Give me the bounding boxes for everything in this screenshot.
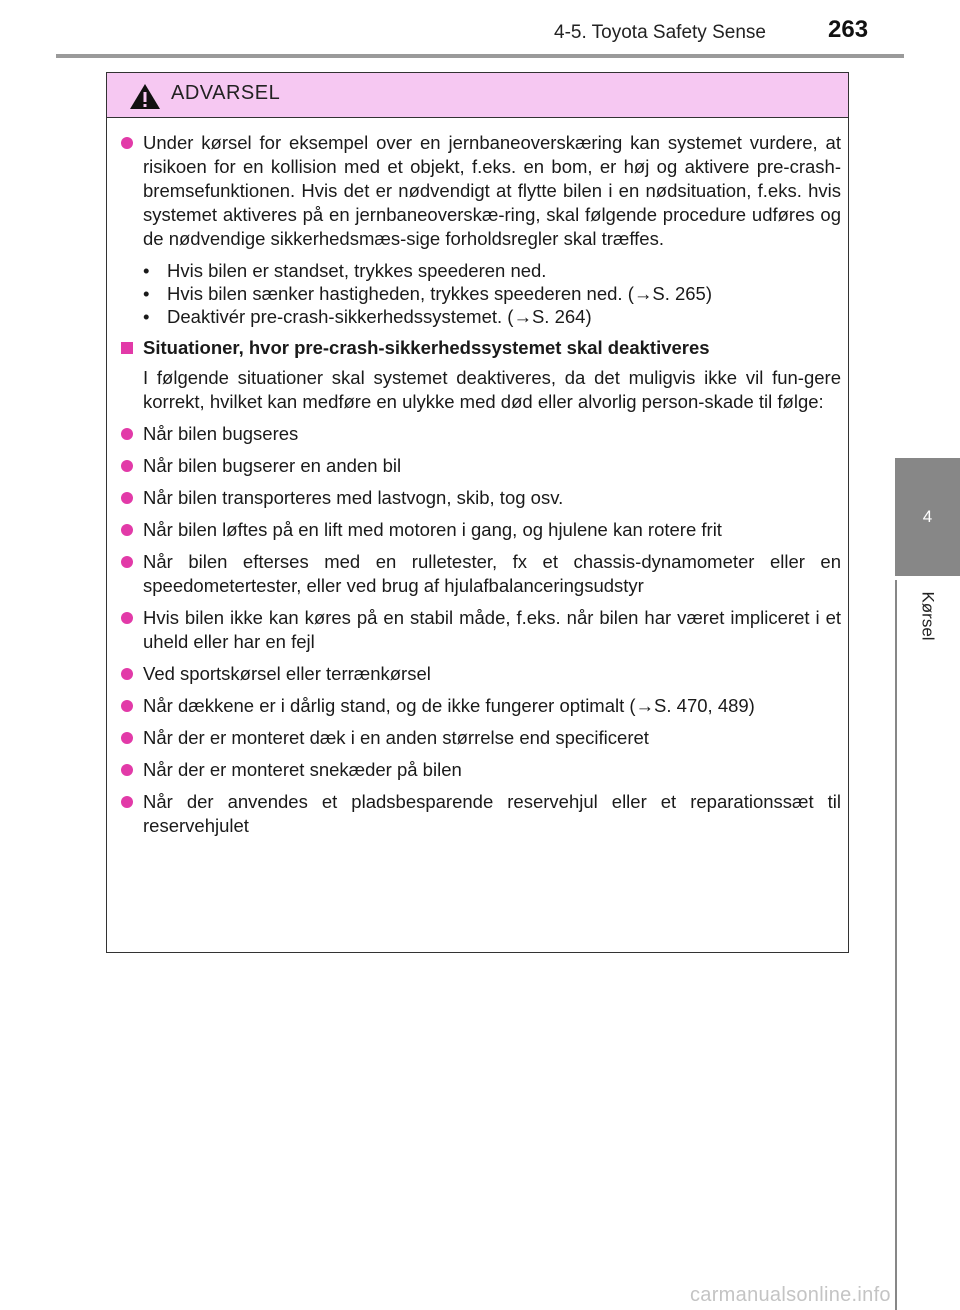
situation-item [121,790,841,838]
chapter-tab [895,458,960,576]
page-number: 263 [828,16,869,43]
section-header: 4-5. Toyota Safety Sense [554,22,766,43]
section-square-icon [121,342,133,354]
procedure-item-text: Hvis bilen er standset, trykkes speederen ned. [167,260,547,281]
procedure-item [143,259,841,282]
procedure-item [143,282,841,305]
section-heading [121,336,841,360]
bullet-icon [121,732,133,744]
situation-item-text: Når der anvendes et pladsbesparende reservehjul eller et reparationssæt til reservehjulet [143,791,841,836]
chapter-side-rule [895,580,897,1310]
situation-item-text: Når bilen bugserer en anden bil [143,455,402,476]
situation-item [121,550,841,598]
situation-item-text: Når bilen efterses med en rulletester, fx et chassis-dynamometer eller en speedometertester, eller ved brug af hjulafbalanceringsudstyr [143,551,841,596]
warning-intro [121,131,841,251]
situation-item [121,518,841,542]
section-heading-text: Situationer, hvor pre-crash-sikkerhedssystemet skal deaktiveres [143,337,710,358]
dash-bullet-icon: • [143,260,150,281]
situation-item [121,662,841,686]
bullet-icon [121,796,133,808]
warning-title: ADVARSEL [171,82,281,104]
bullet-icon [121,612,133,624]
procedure-item-text: Hvis bilen sænker hastigheden, trykkes speederen ned. (→S. 265) [167,283,713,304]
bullet-icon [121,668,133,680]
bullet-icon [121,460,133,472]
situation-item [121,486,841,510]
bullet-icon [121,428,133,440]
chapter-label-container [895,580,960,652]
situation-list [121,422,841,838]
situation-item-text: Når der er monteret snekæder på bilen [143,759,462,780]
watermark: carmanualsonline.info [690,1284,891,1306]
situation-item-text: Når der er monteret dæk i en anden størrelse end specificeret [143,727,649,748]
situation-item-text: Når bilen bugseres [143,423,299,444]
procedure-item-text: Deaktivér pre-crash-sikkerhedssystemet. (→S. 264) [167,306,592,327]
situation-item-text: Hvis bilen ikke kan køres på en stabil måde, f.eks. når bilen har været impliceret i et uheld eller har en fejl [143,607,841,652]
procedure-item [143,305,841,328]
situation-item [121,454,841,478]
situation-item [121,422,841,446]
warning-intro-text: Under kørsel for eksempel over en jernbaneoverskæring kan systemet vurdere, at risikoen for en kollision med et objekt, f.eks. en bom, er høj og aktivere pre-crash-bremsefunktionen. Hvis det er nødvendigt at flytte bilen i en nødsituation, f.eks. hvis systemet aktiveres på en jernbaneoverskæ-ring, skal følgende procedure udføres og de nødvendige sikkerhedsmæs-sige forholdsregler skal træffes. [143,132,841,249]
bullet-icon [121,700,133,712]
chapter-label: Kørsel [918,591,938,641]
situation-item-text: Når dækkene er i dårlig stand, og de ikke fungerer optimalt (→S. 470, 489) [143,695,755,716]
procedure-list [143,259,841,328]
warning-triangle-icon [129,83,161,110]
warning-header [107,73,848,118]
situation-item [121,606,841,654]
bullet-icon [121,556,133,568]
bullet-icon [121,492,133,504]
section-intro: I følgende situationer skal systemet deaktiveres, da det muligvis ikke vil fun-gere korrekt, hvilket kan medføre en ulykke med død eller alvorlig person-skade til følge: [143,367,841,412]
situation-item [121,726,841,750]
situation-item [121,694,841,718]
bullet-icon [121,524,133,536]
situation-item-text: Når bilen transporteres med lastvogn, skib, tog osv. [143,487,564,508]
warning-box [106,72,849,953]
situation-item-text: Når bilen løftes på en lift med motoren i gang, og hjulene kan rotere frit [143,519,722,540]
situation-item-text: Ved sportskørsel eller terrænkørsel [143,663,431,684]
dash-bullet-icon: • [143,306,150,327]
dash-bullet-icon: • [143,283,150,304]
situation-item [121,758,841,782]
warning-content [121,131,841,846]
header-rule [56,54,904,58]
bullet-icon [121,137,133,149]
bullet-icon [121,764,133,776]
chapter-number: 4 [922,507,933,526]
